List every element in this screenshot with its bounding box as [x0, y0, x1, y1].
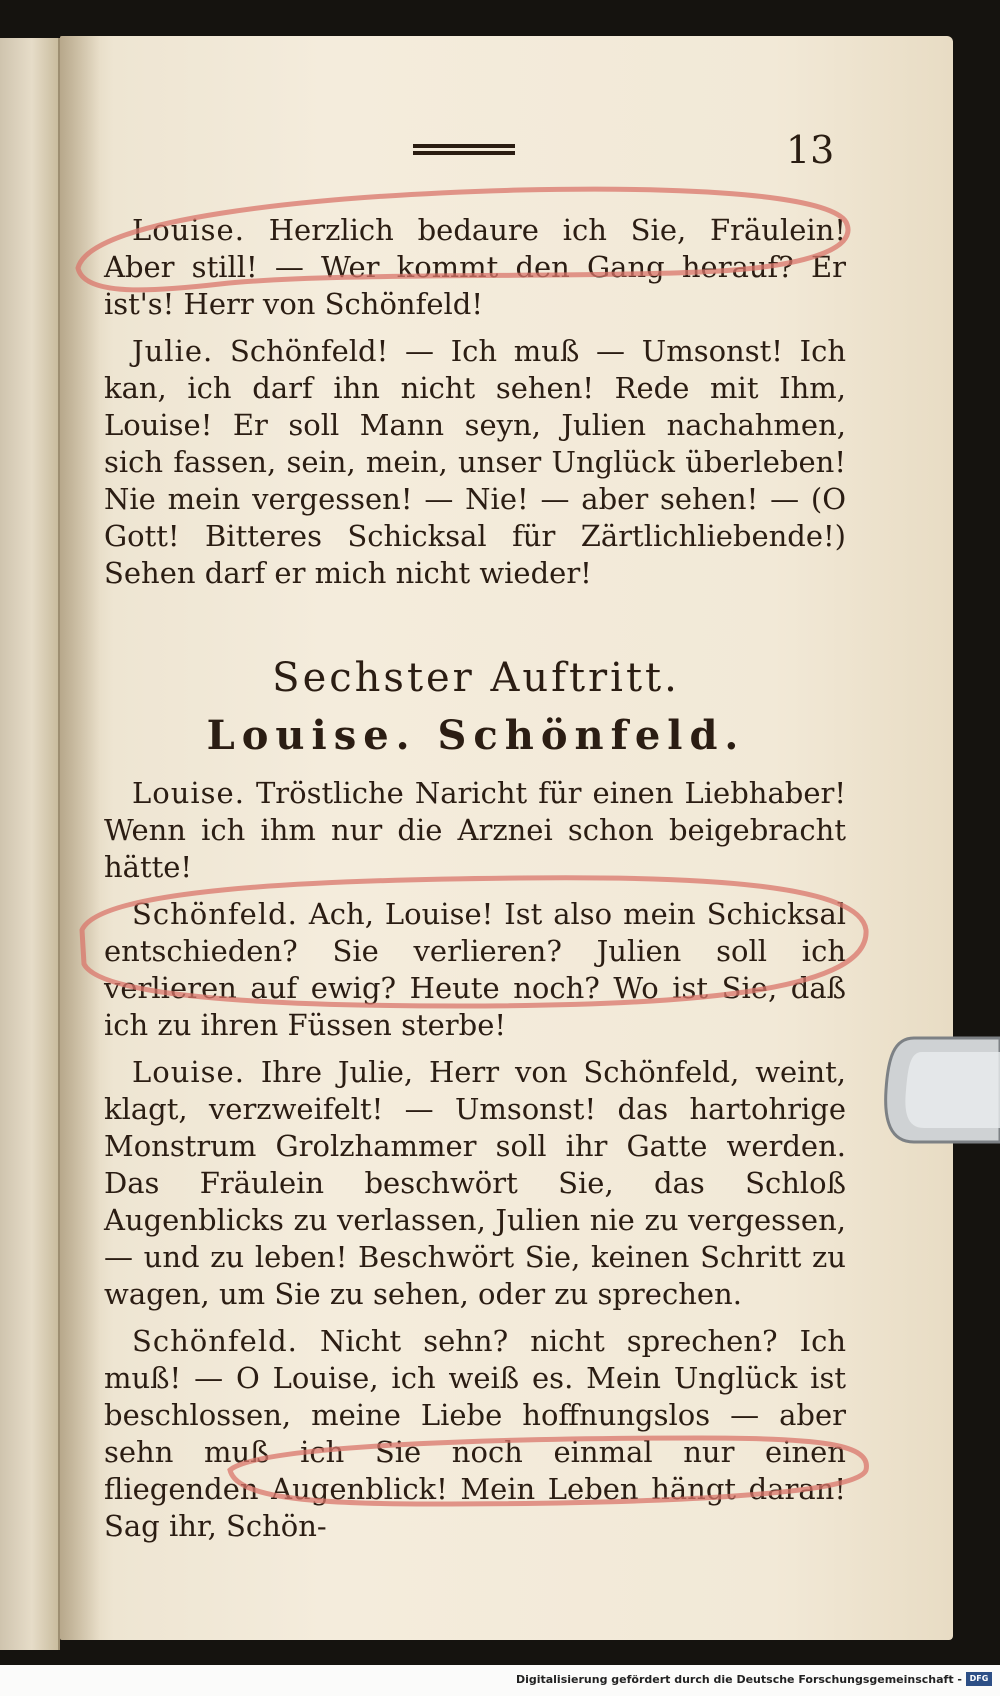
header-rule — [413, 144, 515, 160]
speaker-name: Schönfeld. — [132, 1324, 298, 1358]
speech-text: Ach, Louise! Ist also mein Schicksal entschieden? Sie verlieren? Julien soll ich verlieren auf ewig? Heute noch? Wo ist Sie, daß ich zu ihren Füssen sterbe! — [104, 897, 847, 1042]
speaker-name: Louise. — [132, 213, 245, 247]
funding-notice: Digitalisierung gefördert durch die Deutsche Forschungsgemeinschaft - — [515, 1673, 962, 1686]
speech-text: Ihre Julie, Herr von Schönfeld, weint, klagt, verzweifelt! — Umsonst! das hartohrige Monstrum Grolzhammer soll ihr Gatte werden. Das Fräulein beschwört Sie, das Schloß Augenblicks zu verlassen, Julien nie zu vergessen, — und zu leben! Beschwört Sie, keinen Schritt zu wagen, um Sie zu sehen, oder zu sprechen. — [104, 1055, 846, 1311]
page-number: 13 — [786, 128, 835, 172]
speaker-name: Louise. — [132, 776, 245, 810]
speech-text: Schönfeld! — Ich muß — Umsonst! Ich kan, ich darf ihn nicht sehen! Rede mit Ihm, Louise! Er soll Mann seyn, Julien nachahmen, sich fassen, sein, mein, unser Unglück überleben! Nie mein vergessen! — Nie! — aber sehen! — (O Gott! Bitteres Schicksal für Zärtlichliebende!) Sehen darf er mich nicht wieder! — [104, 334, 846, 590]
speaker-name: Julie. — [132, 334, 214, 368]
scene-title: Sechster Auftritt. — [272, 655, 680, 701]
paragraph-louise-1 — [104, 212, 846, 323]
paragraph-louise-3 — [104, 1054, 846, 1313]
page-gutter-shadow — [60, 36, 100, 1640]
text-block-bottom — [104, 775, 846, 1555]
dfg-logo: DFG — [966, 1672, 992, 1686]
speaker-name: Louise. — [132, 1055, 245, 1089]
speaker-name: Schönfeld. — [132, 897, 298, 931]
page-clip — [884, 1030, 1000, 1150]
paragraph-schoenfeld-1 — [104, 896, 846, 1044]
paragraph-julie — [104, 333, 846, 592]
speech-text: Tröstliche Naricht für einen Liebhaber! Wenn ich ihm nur die Arznei schon beigebracht hätte! — [104, 776, 846, 884]
paragraph-schoenfeld-2 — [104, 1323, 846, 1545]
speech-text: Herzlich bedaure ich Sie, Fräulein! Aber still! — Wer kommt den Gang herauf? Er ist's! Herr von Schönfeld! — [104, 213, 847, 321]
digitization-footer — [0, 1665, 1000, 1696]
scene-persons: Louise. Schönfeld. — [206, 712, 746, 759]
paragraph-louise-2 — [104, 775, 846, 886]
facing-page-edge — [0, 38, 60, 1650]
speech-text: Nicht sehn? nicht sprechen? Ich muß! — O Louise, ich weiß es. Mein Unglück ist beschlossen, meine Liebe hoffnungslos — aber sehn muß ich Sie noch einmal nur einen fliegenden Augenblick! Mein Leben hängt daran! Sag ihr, Schön- — [104, 1324, 846, 1543]
text-block-top — [104, 212, 846, 602]
